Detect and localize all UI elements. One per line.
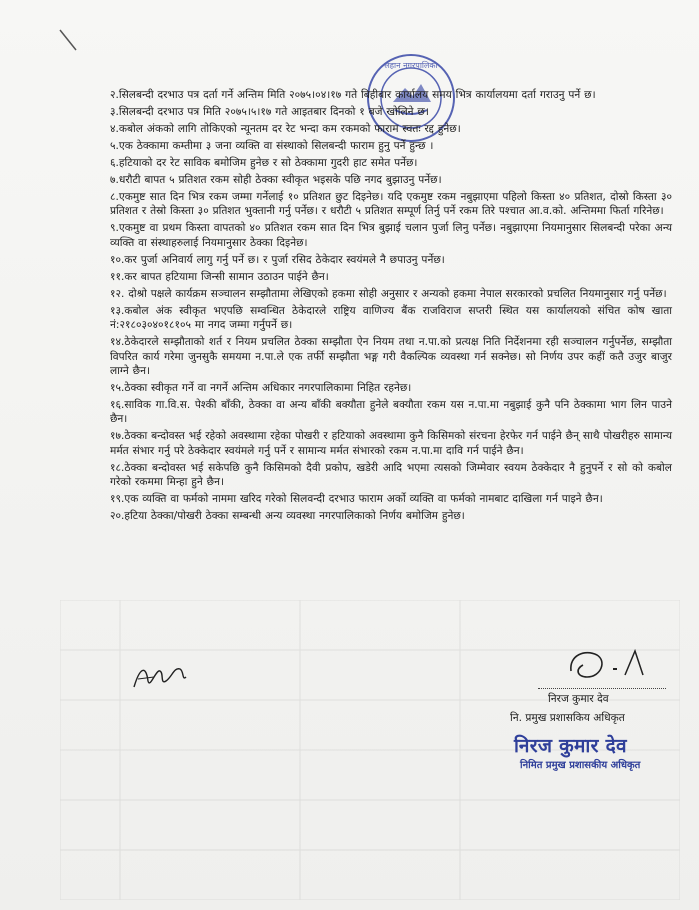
clause-list	[110, 88, 672, 526]
stamp-name: निरज कुमार देव	[514, 735, 627, 757]
pen-stroke-mark	[58, 28, 78, 52]
clause-9: ९.एकमुष्ट वा प्रथम किस्ता वापतको ४० प्रतिशत रकम सात दिन भित्र बुझाई चलान पुर्जा लिनु पर्नेछ। नबुझाएमा नियमानुसार सिलबन्दी परेका अन्य व्यक्ति वा संस्थाहरुलाई नियमानुसार ठेक्का दिइनेछ।	[110, 222, 672, 249]
clause-2: २.सिलबन्दी दरभाउ पत्र दर्ता गर्ने अन्तिम मिति २०७५।०४।१७ गते बिहीबार कार्यालय समय भित्र कार्यालयमा दर्ता गराउनु पर्ने छ।	[110, 89, 596, 101]
clause-20: २०.हटिया ठेक्का/पोखरी ठेक्का सम्बन्धी अन्य व्यवस्था नगरपालिकाको निर्णय बमोजिम हुनेछ।	[110, 510, 465, 523]
left-signature	[130, 657, 188, 695]
clause-10: १०.कर पुर्जा अनिवार्य लागु गर्नु पर्ने छ। र पुर्जा रसिद ठेकेदार स्वयंमले नै छपाउनु पर्नेछ।	[110, 253, 445, 266]
signatory-title: नि. प्रमुख प्रशासकिय अधिकृत	[510, 712, 625, 724]
seal-text: लहान नगरपालिका	[384, 61, 438, 70]
stamp-title: निमित प्रमुख प्रशासकीय अधिकृत	[520, 760, 641, 771]
signature-line	[538, 688, 666, 689]
clause-14: १४.ठेकेदारले सम्झौताको शर्त र नियम प्रचलित ठेक्का सम्झौता ऐन नियम तथा न.पा.को प्रत्यक्ष निति निर्देशनमा रही सञ्चालन गर्नुपर्नेछ, सम्झौता विपरित कार्य गरेमा जुनसुकै समयमा न.पा.ले एक तर्फी सम्झौता भङ्ग गरी वैकल्पिक व्यवस्था गर्न सक्नेछ। सो निर्णय उपर कहीं कतै उजुर बाजुर लाग्ने छैन।	[110, 336, 672, 378]
clause-16: १६.साविक गा.वि.स. पेश्की बाँकी, ठेक्का वा अन्य बाँकी बक्यौता हुनेले बक्यौता रकम यस न.पा.मा नबुझाई कुनै पनि ठेक्कामा भाग लिन पाउने छैन।	[110, 399, 672, 426]
clause-8: ८.एकमुष्ट सात दिन भित्र रकम जम्मा गर्नेलाई १० प्रतिशत छुट दिइनेछ। यदि एकमुष्ट रकम नबुझाएमा पहिलो किस्ता ४० प्रतिशत, दोस्रो किस्ता ३० प्रतिशत र तेस्रो किस्ता ३० प्रतिशत भुक्तानी गर्नु पर्नेछ। र धरौटी ५ प्रतिशत सम्पूर्ण तिर्नु पर्ने रकम तिरे पश्चात आ.व.को. अन्तिममा फिर्ता गरिनेछ।	[110, 191, 672, 218]
clause-11: ११.कर बापत हटियामा जिन्सी सामान उठाउन पाईने छैन।	[110, 270, 329, 283]
clause-5: ५.एक ठेक्कामा कम्तीमा ३ जना व्यक्ति वा संस्थाको सिलबन्दी फाराम हुनु पर्ने हुन्छ ।	[110, 140, 434, 152]
right-signature	[565, 645, 653, 685]
clause-19: १९.एक व्यक्ति वा फर्मको नाममा खरिद गरेको सिलवन्दी दरभाउ फाराम अर्को व्यक्ति वा फर्मको नामबाट दाखिला गर्न पाइने छैन।	[110, 493, 603, 506]
clause-18: १८.ठेक्का बन्दोवस्त भई सकेपछि कुनै किसिमको दैवी प्रकोप, खडेरी आदि भएमा त्यसको जिम्मेवार स्वयम ठेक्केदार नै हुनुपर्ने र सो को कबोल गरेको रकममा मिन्हा हुने छैन।	[110, 461, 672, 489]
clause-6: ६.हटियाको दर रेट साविक बमोजिम हुनेछ र सो ठेक्कामा गुदरी हाट समेत पर्नेछ।	[110, 157, 418, 169]
clause-7: ७.धरौटी बापत ५ प्रतिशत रकम सोही ठेक्का स्वीकृत भइसके पछि नगद बुझाउनु पर्नेछ।	[110, 174, 442, 186]
clause-3: ३.सिलबन्दी दरभाउ पत्र मिति २०७५।५।१७ गते आइतबार दिनको १ बजे खोलिने छ।	[110, 106, 429, 118]
signatory-name: निरज कुमार देव	[548, 693, 609, 705]
clause-15: १५.ठेक्का स्वीकृत गर्ने वा नगर्ने अन्तिम अधिकार नगरपालिकामा निहित रहनेछ।	[110, 382, 412, 395]
clause-4: ४.कबोल अंकको लागि तोकिएको न्यूनतम दर रेट भन्दा कम रकमको फाराम स्वतः रद्द हुनेछ।	[110, 123, 461, 135]
clause-12: १२. दोश्रो पक्षले कार्यक्रम सञ्चालन सम्झौतामा लेखिएको हकमा सोही अनुसार र अन्यको हकमा नेपाल सरकारको प्रचलित नियमानुसार गर्नु पर्नेछ।	[110, 287, 667, 300]
clause-13: १३.कबोल अंक स्वीकृत भएपछि सम्वन्धित ठेकेदारले राष्ट्रिय वाणिज्य बैंक राजविराज सप्तरी स्थित यस कार्यालयको संचित कोष खाता नं:२१८०३०४०१८१०५ मा नगद जम्मा गर्नुपर्ने छ।	[110, 304, 672, 332]
clause-17: १७.ठेक्का बन्दोवस्त भई रहेको अवस्थामा रहेका पोखरी र हटियाको अवस्थामा कुनै किसिमको संरचना हेरफेर गर्न पाईने छैन् साथै पोखरीहरु सामान्य मर्मत संभार गर्नु परे ठेक्केदार स्वयंमले गर्नु पर्ने र सामान्य मर्मत संभारको रकम न.पा.मा दावि गर्न पाईने छैन।	[110, 430, 672, 457]
